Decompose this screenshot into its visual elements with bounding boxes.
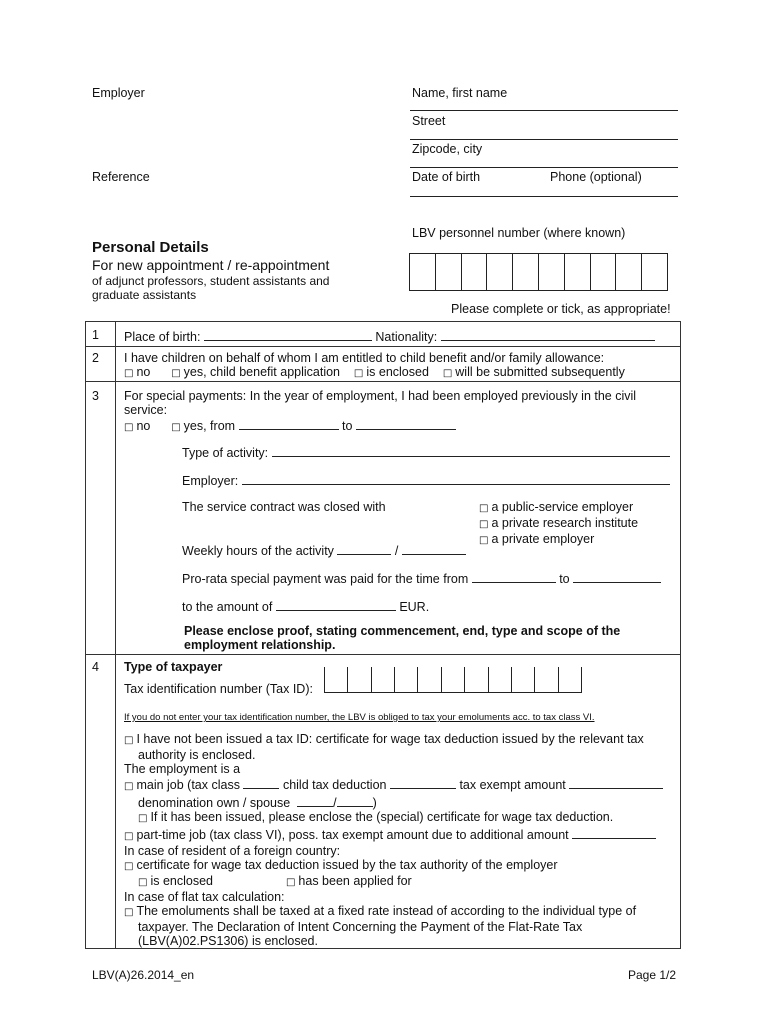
proof-note-1: Please enclose proof, stating commencement, end, type and scope of the [184, 624, 621, 638]
weekly-hours-field-1[interactable] [337, 542, 391, 555]
checkbox-children-yes[interactable]: □ [171, 368, 181, 379]
part-time-amount-field[interactable] [572, 826, 656, 839]
prev-employer-field[interactable] [242, 472, 670, 485]
row-1 [124, 328, 672, 344]
checkbox-no-tax-id[interactable]: □ [124, 735, 134, 746]
checkbox-foreign-applied[interactable]: □ [285, 877, 296, 888]
prorata-to-field[interactable] [573, 570, 661, 583]
page-title: Personal Details [92, 239, 209, 256]
type-of-activity-field[interactable] [272, 444, 670, 457]
option-no-label: no [136, 419, 151, 433]
tax-exempt-field[interactable] [569, 776, 663, 789]
weekly-hours-label: Weekly hours of the activity [182, 544, 334, 558]
employer-label: Employer [92, 86, 145, 100]
phone-label: Phone (optional) [550, 170, 642, 184]
row-3-options [124, 417, 672, 435]
subtitle-desc-2: graduate assistants [92, 288, 197, 302]
denomination-spouse-field[interactable] [337, 794, 373, 807]
lbv-number-label: LBV personnel number (where known) [412, 226, 626, 240]
checkbox-research[interactable]: □ [479, 519, 489, 530]
part-time-label: part-time job (tax class VI), poss. tax exempt amount due to additional amount [136, 828, 569, 842]
page-number: Page 1/2 [628, 968, 677, 982]
row-3-text-1: For special payments: In the year of employment, I had been employed previously in the civil [124, 389, 637, 403]
flat-tax-text-1: The emoluments shall be taxed at a fixed rate instead of according to the individual type of [136, 904, 637, 918]
checkbox-special-cert[interactable]: □ [138, 813, 148, 824]
dob-phone-field[interactable] [410, 196, 678, 197]
checkbox-foreign-enclosed[interactable]: □ [138, 877, 148, 888]
flat-tax-label: In case of flat tax calculation: [124, 890, 285, 904]
zipcode-field[interactable] [410, 167, 678, 168]
checkbox-prev-yes[interactable]: □ [171, 422, 181, 433]
name-label: Name, first name [412, 86, 508, 100]
nationality-label: Nationality: [375, 330, 438, 344]
denomination-label: denomination own / spouse [138, 796, 291, 810]
row-3-text-2: service: [124, 403, 168, 417]
prorata-label: Pro-rata special payment was paid for the time from [182, 572, 469, 586]
flat-tax-text-3: (LBV(A)02.PS1306) is enclosed. [138, 934, 318, 948]
checkbox-private[interactable]: □ [479, 535, 489, 546]
place-of-birth-field[interactable] [204, 328, 372, 341]
option-yes-label: yes, child benefit application [183, 365, 341, 379]
denomination-own-field[interactable] [297, 794, 333, 807]
form-code: LBV(A)26.2014_en [92, 968, 195, 982]
prorata-row [182, 570, 661, 586]
child-deduction-label: child tax deduction [282, 778, 387, 792]
option-enclosed-label: is enclosed [366, 365, 429, 379]
flat-tax-text-2: taxpayer. The Declaration of Intent Concerning the Payment of the Flat-Rate Tax [138, 920, 583, 934]
child-deduction-field[interactable] [390, 776, 456, 789]
instruction-text: Please complete or tick, as appropriate! [451, 302, 671, 316]
option-later-label: will be submitted subsequently [455, 365, 625, 379]
amount-row [182, 598, 429, 614]
checkbox-subsequently[interactable]: □ [442, 368, 453, 379]
reference-label: Reference [92, 170, 150, 184]
row-2-text: I have children on behalf of whom I am entitled to child benefit and/or family allowance: [124, 351, 605, 365]
proof-note-2: employment relationship. [184, 638, 336, 652]
row-2-options [124, 365, 672, 381]
personal-details-table [85, 321, 681, 949]
tax-id-label: Tax identification number (Tax ID): [124, 682, 313, 696]
lbv-number-boxes[interactable] [409, 253, 668, 291]
zipcode-label: Zipcode, city [412, 142, 483, 156]
employment-is-label: The employment is a [124, 762, 241, 776]
slash-label: / [394, 544, 399, 558]
tax-exempt-label: tax exempt amount [459, 778, 566, 792]
option-yes-from-label: yes, from [183, 419, 236, 433]
option-research-label: a private research institute [491, 516, 639, 530]
checkbox-part-time[interactable]: □ [124, 831, 134, 842]
foreign-enclosed-label: is enclosed [150, 874, 213, 888]
row-4-number: 4 [92, 660, 99, 674]
taxpayer-title: Type of taxpayer [124, 660, 223, 674]
to-label: to [342, 419, 353, 433]
street-label: Street [412, 114, 446, 128]
row-2-number: 2 [92, 351, 99, 365]
checkbox-enclosed[interactable]: □ [353, 368, 364, 379]
option-public-label: a public-service employer [491, 500, 634, 514]
prev-to-field[interactable] [356, 417, 456, 430]
page-subtitle: For new appointment / re-appointment [92, 257, 330, 273]
subtitle-desc-1: of adjunct professors, student assistants and [92, 274, 330, 288]
checkbox-public[interactable]: □ [479, 503, 489, 514]
contract-options [479, 500, 638, 548]
place-of-birth-label: Place of birth: [124, 330, 201, 344]
main-job-label: main job (tax class [136, 778, 240, 792]
checkbox-flat-tax[interactable]: □ [124, 907, 134, 918]
foreign-cert-text: certificate for wage tax deduction issued by the tax authority of the employer [136, 858, 558, 872]
amount-label: to the amount of [182, 600, 273, 614]
prev-from-field[interactable] [239, 417, 339, 430]
prev-employer-row [182, 472, 678, 488]
no-tax-id-block [124, 732, 672, 948]
eur-label: EUR. [399, 600, 430, 614]
amount-field[interactable] [276, 598, 396, 611]
option-private-label: a private employer [491, 532, 595, 546]
employer-label: Employer: [182, 474, 239, 488]
row-1-number: 1 [92, 328, 99, 342]
proof-note [184, 624, 620, 652]
no-tax-id-text-1: I have not been issued a tax ID: certificate for wage tax deduction issued by the relevant tax [136, 732, 644, 746]
checkbox-prev-no[interactable]: □ [124, 422, 134, 433]
name-field[interactable] [410, 110, 678, 111]
foreign-resident-label: In case of resident of a foreign country: [124, 844, 341, 858]
weekly-hours-field-2[interactable] [402, 542, 466, 555]
row-3-number: 3 [92, 389, 99, 403]
weekly-hours-row [182, 542, 466, 558]
tax-id-warning: If you do not enter your tax identification number, the LBV is obliged to tax your emoluments acc. to tax class VI. [124, 712, 595, 723]
prorata-from-field[interactable] [472, 570, 556, 583]
no-tax-id-text-2: authority is enclosed. [138, 748, 256, 762]
foreign-applied-label: has been applied for [298, 874, 412, 888]
street-field[interactable] [410, 139, 678, 140]
checkbox-main-job[interactable]: □ [124, 781, 134, 792]
checkbox-children-no[interactable]: □ [124, 368, 134, 379]
denomination-slash: / [333, 796, 337, 810]
dob-label: Date of birth [412, 170, 481, 184]
tax-id-boxes[interactable] [324, 667, 582, 693]
checkbox-foreign-cert[interactable]: □ [124, 861, 134, 872]
prorata-to-label: to [559, 572, 570, 586]
tax-class-field[interactable] [243, 776, 279, 789]
contract-closed-label: The service contract was closed with [182, 500, 386, 514]
type-of-activity-label: Type of activity: [182, 446, 269, 460]
nationality-field[interactable] [441, 328, 655, 341]
type-of-activity-row [182, 444, 678, 460]
special-cert-text: If it has been issued, please enclose the (special) certificate for wage tax deduction. [150, 810, 614, 824]
option-no-label: no [136, 365, 151, 379]
denomination-close: ) [372, 796, 377, 810]
